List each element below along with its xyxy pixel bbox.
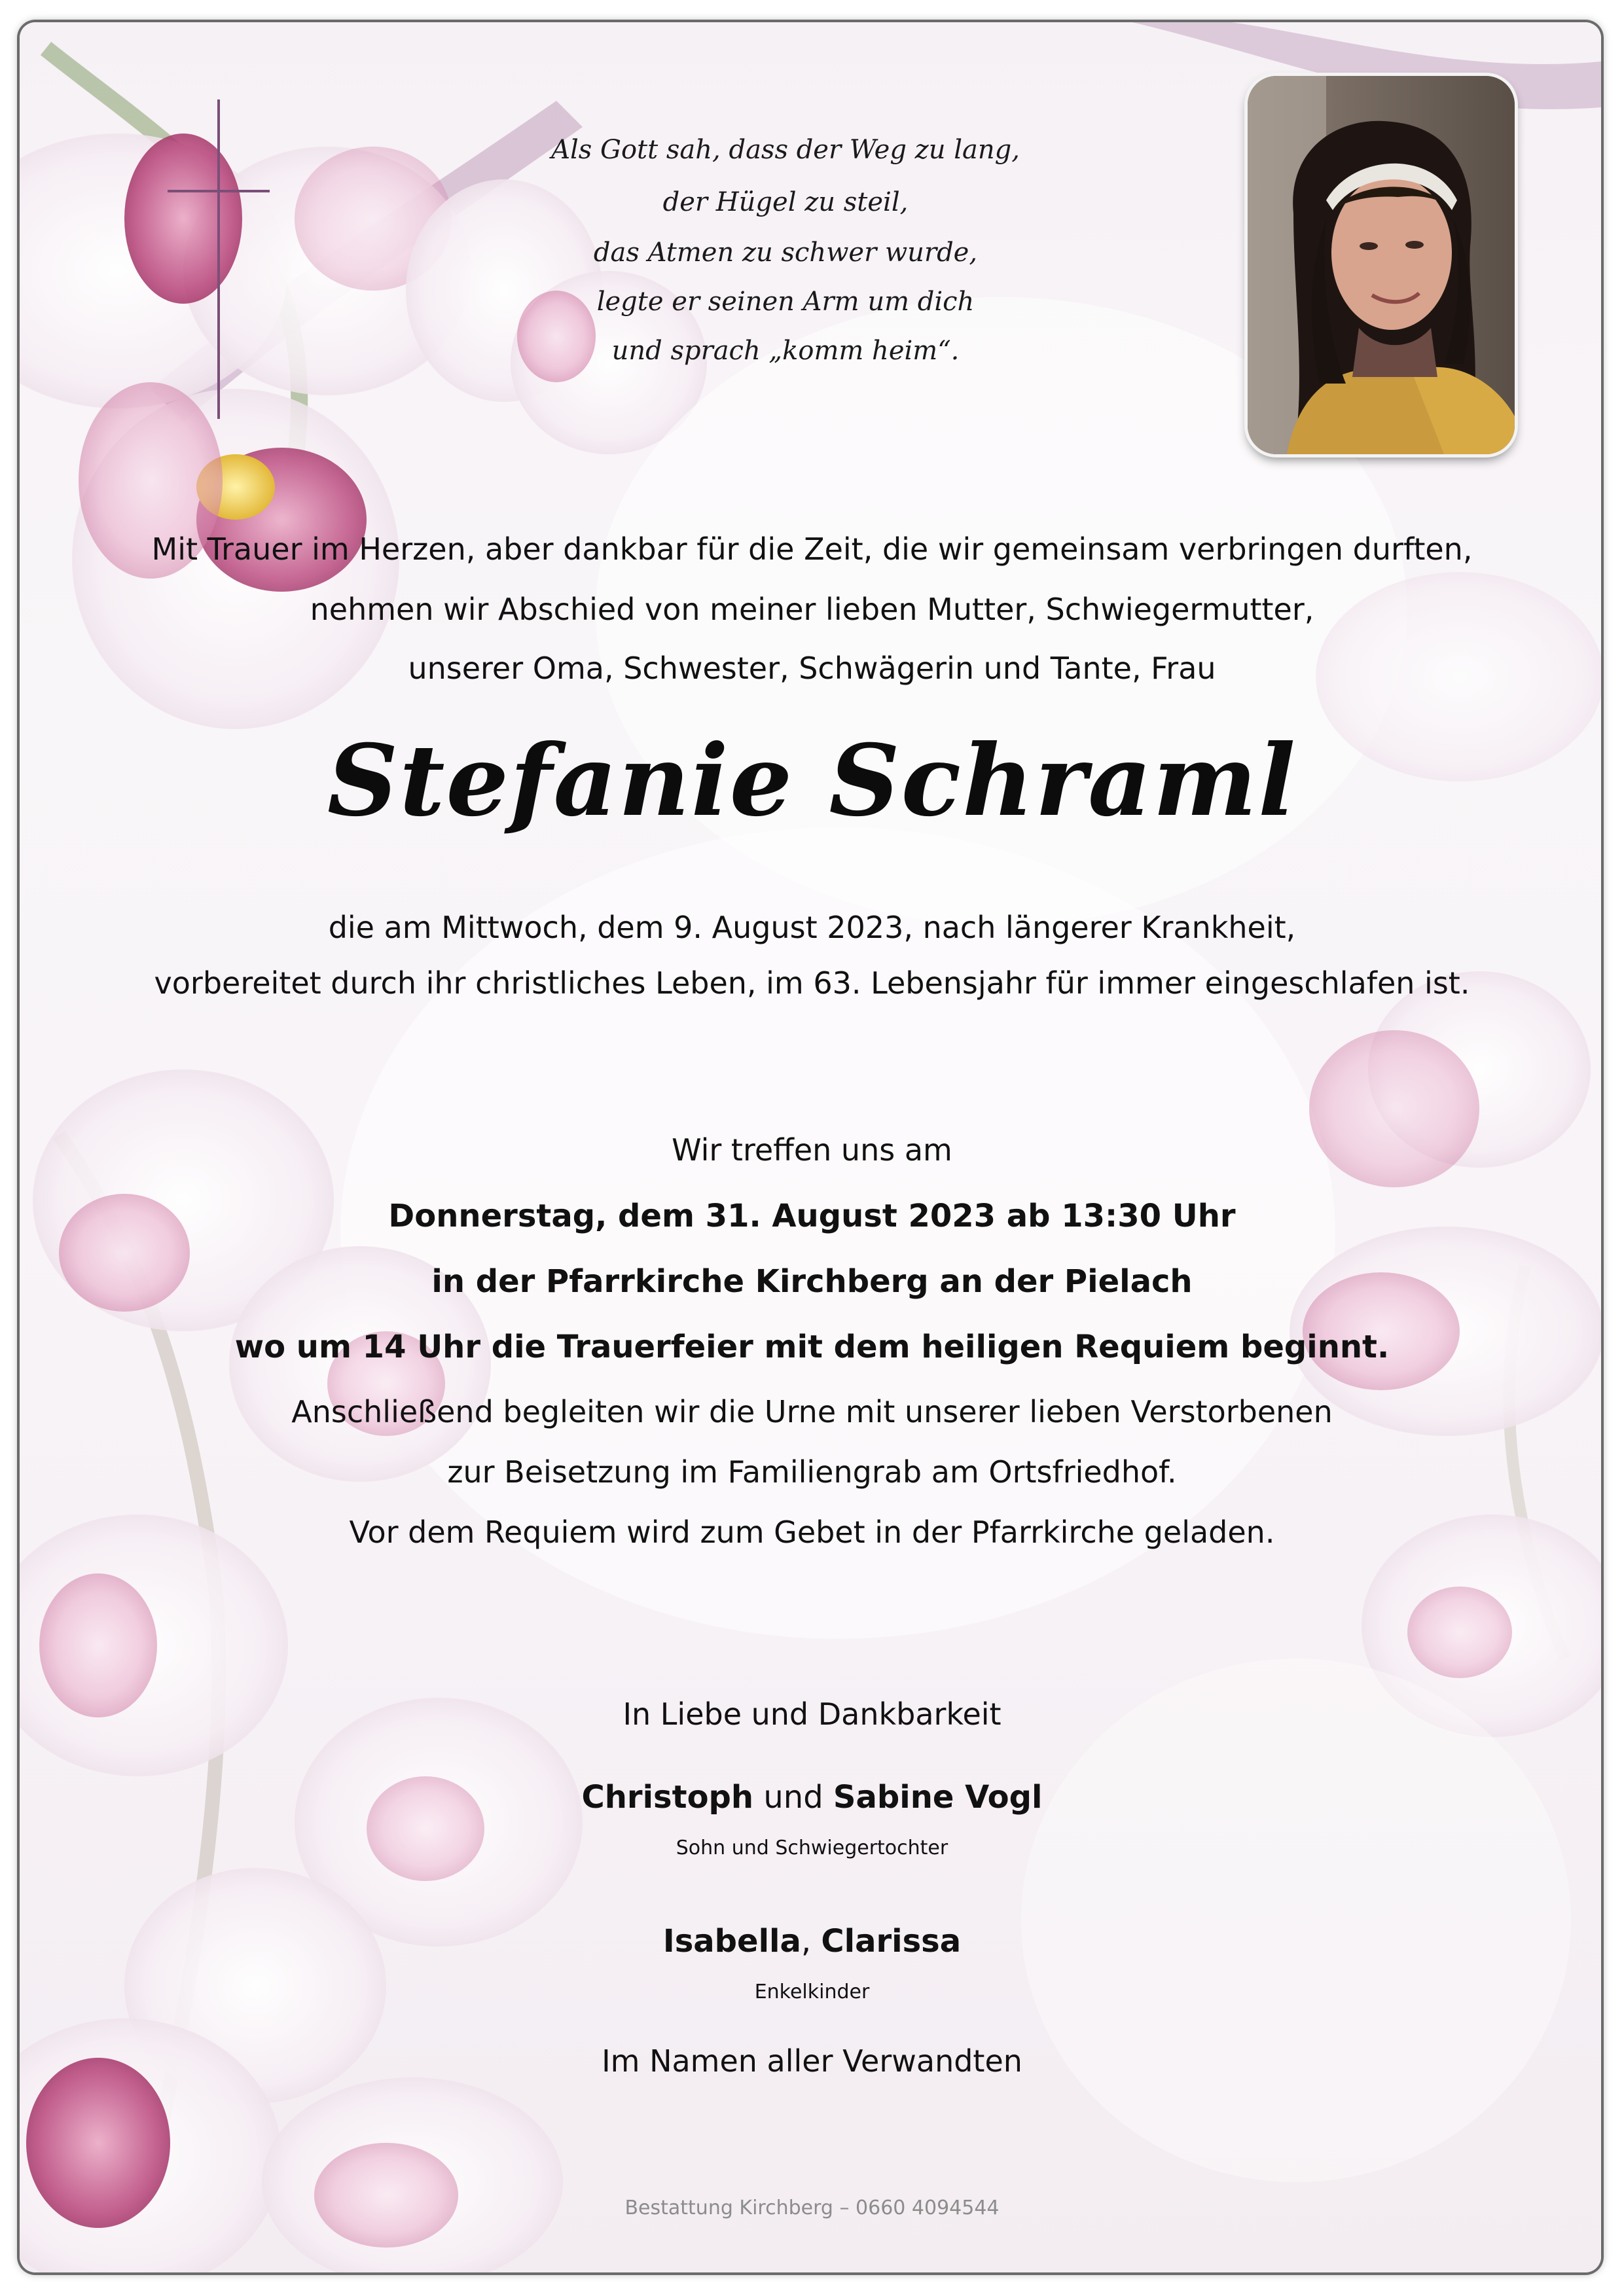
poem-line-3: das Atmen zu schwer wurde, xyxy=(593,238,978,268)
grandchildren-line xyxy=(0,1923,1624,1960)
grandchildren-role: Enkelkinder xyxy=(754,1981,870,2003)
death-notice-line-1: die am Mittwoch, dem 9. August 2023, nach längerer Krankheit, xyxy=(328,910,1296,945)
deceased-name: Stefanie Schraml xyxy=(327,723,1297,838)
poem-line-2: der Hügel zu steil, xyxy=(662,187,909,217)
grandchild-2: Clarissa xyxy=(821,1923,962,1960)
meeting-intro: Wir treffen uns am xyxy=(672,1132,952,1168)
funeral-home-footer: Bestattung Kirchberg – 0660 4094544 xyxy=(624,2197,1000,2219)
meeting-detail-1: Anschließend begleiten wir die Urne mit unserer lieben Verstorbenen xyxy=(291,1394,1333,1429)
meeting-ceremony: wo um 14 Uhr die Trauerfeier mit dem heiligen Requiem beginnt. xyxy=(234,1329,1390,1365)
intro-line-1: Mit Trauer im Herzen, aber dankbar für die Zeit, die wir gemeinsam verbringen durften, xyxy=(151,531,1473,567)
son-name: Christoph xyxy=(581,1779,754,1816)
poem-line-5: und sprach „komm heim“. xyxy=(611,336,960,366)
meeting-date: Donnerstag, dem 31. August 2023 ab 13:30 Uhr xyxy=(388,1198,1236,1234)
relatives-line: Im Namen aller Verwandten xyxy=(602,2043,1022,2079)
grandchild-1: Isabella xyxy=(662,1923,801,1960)
death-notice-line-2: vorbereitet durch ihr christliches Leben, im 63. Lebensjahr für immer eingeschlafen ist. xyxy=(154,965,1470,1001)
family-son-line xyxy=(0,1779,1624,1816)
meeting-location: in der Pfarrkirche Kirchberg an der Pielach xyxy=(431,1263,1193,1300)
poem-line-1: Als Gott sah, dass der Weg zu lang, xyxy=(551,135,1020,165)
meeting-detail-3: Vor dem Requiem wird zum Gebet in der Pfarrkirche geladen. xyxy=(349,1515,1275,1550)
intro-line-3: unserer Oma, Schwester, Schwägerin und Tante, Frau xyxy=(408,651,1216,686)
daughter-in-law-name: Sabine Vogl xyxy=(833,1779,1043,1816)
meeting-detail-2: zur Beisetzung im Familiengrab am Ortsfriedhof. xyxy=(447,1454,1177,1490)
poem-line-4: legte er seinen Arm um dich xyxy=(596,287,975,317)
intro-line-2: nehmen wir Abschied von meiner lieben Mutter, Schwiegermutter, xyxy=(310,592,1314,627)
son-role: Sohn und Schwiegertochter xyxy=(676,1837,948,1859)
grandchildren-separator: , xyxy=(801,1923,812,1960)
family-connector: und xyxy=(763,1779,823,1816)
closing-phrase: In Liebe und Dankbarkeit xyxy=(623,1696,1001,1732)
